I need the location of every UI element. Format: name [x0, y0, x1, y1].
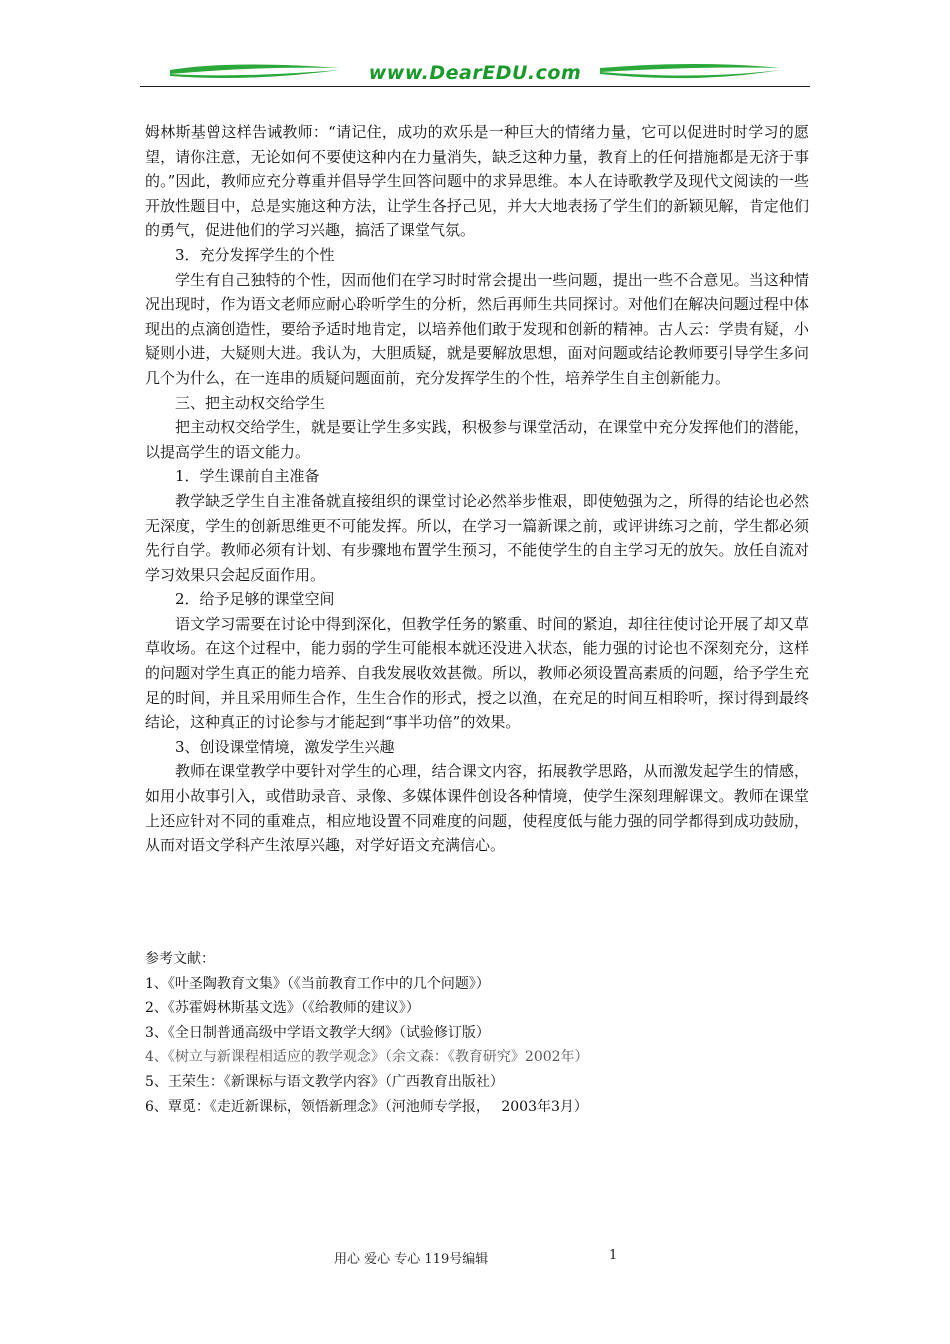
paragraph: 把主动权交给学生，就是要让学生多实践，积极参与课堂活动，在课堂中充分发挥他们的潜能，以提高学生的语文能力。 — [145, 418, 809, 461]
reference-item: 5、王荣生：《新课标与语文教学内容》（广西教育出版社） — [145, 1073, 504, 1090]
paragraph: 学生有自己独特的个性，因而他们在学习时时常会提出一些问题，提出一些不合意见。当这种情况出现时，作为语文老师应耐心聆听学生的分析，然后再师生共同探讨。对他们在解决问题过程中体现出的点滴创造性，要给予适时地肯定，以培养他们敢于发现和创新的精神。古人云：学贵有疑，小疑则小进，大疑则大进。我认为，大胆质疑，就是要解放思想，面对问题或结论教师要引导学生多问几个为什么，在一连串的质疑问题面前，充分发挥学生的个性，培养学生自主创新能力。 — [145, 270, 809, 387]
references-title: 参考文献： — [145, 951, 215, 967]
reference-item: 2、《苏霍姆林斯基文选》（《给教师的建议》） — [145, 1000, 420, 1017]
page-number: 1 — [609, 1248, 618, 1263]
reference-item: 1、《叶圣陶教育文集》（《当前教育工作中的几个问题》） — [145, 975, 490, 992]
site-header — [140, 56, 810, 96]
paragraph: 教学缺乏学生自主准备就直接组织的课堂讨论必然举步惟艰，即使勉强为之，所得的结论也必然无深度，学生的创新思维更不可能发挥。所以，在学习一篇新课之前，或评讲练习之前，学生都必须先行自学。教师必须有计划、有步骤地布置学生预习，不能使学生的自主学习无的放矢。放任自流对学习效果只会起反面作用。 — [145, 491, 809, 584]
paragraph: 语文学习需要在讨论中得到深化，但教学任务的繁重、时间的紧迫，却往往使讨论开展了却又草草收场。在这个过程中，能力弱的学生可能根本就还没进入状态，能力强的讨论也不深刻充分，这样的问题对学生真正的能力培养、自我发展收效甚微。所以，教师必须设置高素质的问题，给予学生充足的时间，并且采用师生合作，生生合作的形式，授之以渔，在充足的时间互相聆听，探讨得到最终结论，这种真正的讨论参与才能起到“事半功倍”的效果。 — [145, 614, 809, 732]
header-rule — [140, 86, 810, 87]
references — [145, 947, 809, 1119]
site-logo-text[interactable]: www.DearEDU.com — [368, 62, 582, 84]
paragraph: 姆林斯基曾这样告诫教师：“请记住，成功的欢乐是一种巨大的情绪力量，它可以促进时时学习的愿望，请你注意，无论如何不要使这种内在力量消失，缺乏这种力量，教育上的任何措施都是无济于事的。”因此，教师应充分尊重并倡导学生回答问题中的求异思维。本人在诗歌教学及现代文阅读的一些开放性题目中，总是实施这种方法，让学生各抒己见，并大大地表扬了学生们的新颖见解，肯定他们的勇气，促进他们的学习兴趣，搞活了课堂气氛。 — [145, 123, 809, 240]
section-heading: 三、把主动权交给学生 — [175, 393, 326, 412]
section-heading: 1．学生课前自主准备 — [175, 467, 320, 486]
section-heading: 2．给予足够的课堂空间 — [175, 590, 335, 609]
section-heading: 3、创设课堂情境，激发学生兴趣 — [175, 737, 395, 756]
reference-item: 4、《树立与新课程相适应的教学观念》（余文森：《教育研究》2002年） — [145, 1049, 589, 1066]
paragraph: 教师在课堂教学中要针对学生的心理，结合课文内容，拓展教学思路，从而激发起学生的情感，如用小故事引入，或借助录音、录像、多媒体课件创设各种情境，使学生深刻理解课文。教师在课堂上还应针对不同的重难点，相应地设置不同难度的问题，使程度低与能力强的同学都得到成功鼓励，从而对语文学科产生浓厚兴趣，对学好语文充满信心。 — [145, 762, 809, 855]
article-body — [145, 120, 809, 858]
reference-item: 6、覃觅：《走近新课标，领悟新理念》（河池师专学报， 2003年3月） — [145, 1098, 588, 1115]
reference-item: 3、《全日制普通高级中学语文教学大纲》（试验修订版） — [145, 1024, 490, 1041]
footer-text: 用心 爱心 专心 119号编辑 — [334, 1252, 489, 1267]
section-heading: 3．充分发挥学生的个性 — [175, 245, 335, 264]
